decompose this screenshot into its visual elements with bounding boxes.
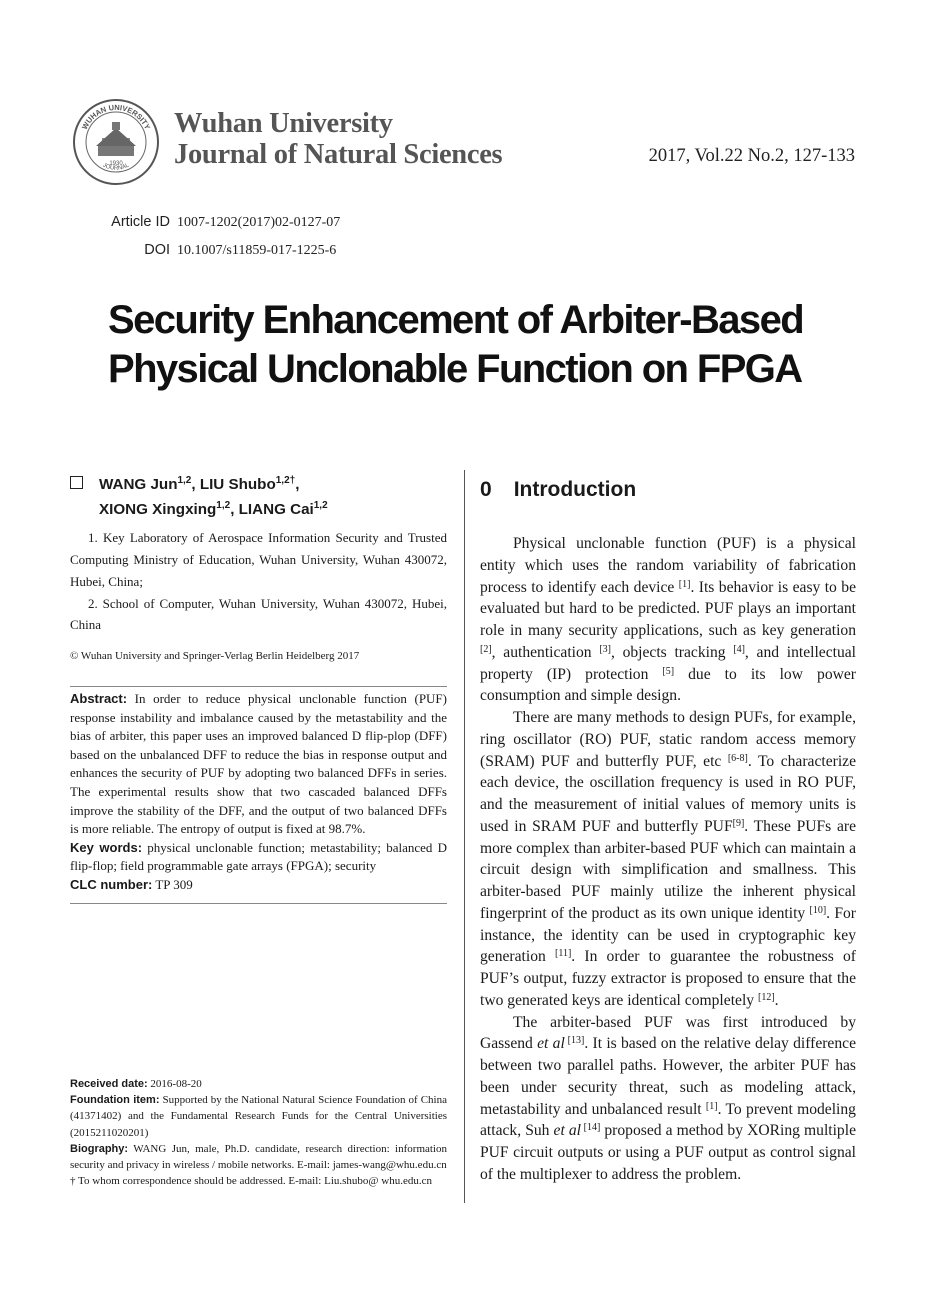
- abstract-label: Abstract:: [70, 691, 128, 707]
- left-column: [70, 470, 447, 904]
- intro-paragraph-1: Physical unclonable function (PUF) is a physical entity which uses the random variability of fabrication process to identify each device [1]. Its behavior is easy to be evaluated but hard to be predicted. PUF plays an important role in many security applications, such as key generation [2], authentication [3], objects tracking [4], and intellectual property (IP) protection [5] due to its low power consumption and simple design.: [480, 535, 857, 705]
- title-line-1: Security Enhancement of Arbiter-Based: [108, 298, 804, 342]
- keywords-label: Key words:: [70, 839, 143, 855]
- copyright: © Wuhan University and Springer-Verlag Berlin Heidelberg 2017: [70, 650, 360, 663]
- right-column: [480, 478, 856, 1186]
- doi-value: 10.1007/s11859-017-1225-6: [177, 243, 337, 258]
- authors-line-2: XIONG Xingxing$^{1,2}$, LIANG Cai$^{1,2}$: [99, 500, 328, 519]
- doi-row: [64, 242, 336, 259]
- affiliation-1: 1. Key Laboratory of Aerospace Information Security and Trusted Computing Ministry of Education, Wuhan University, Wuhan 430072, Hubei, China;: [70, 530, 447, 589]
- keywords-text: physical unclonable function; metastability; balanced D flip-flop; field programmable gate arrays (FPGA); security: [70, 839, 447, 874]
- title-line-2: Physical Unclonable Function on FPGA: [108, 347, 802, 391]
- foundation-item: Foundation item: Supported by the National Natural Science Foundation of China (41371402) and the Fundamental Research Funds for the Central Universities (2015211020201): [70, 1094, 447, 1139]
- clc-label: CLC number:: [70, 877, 153, 893]
- affiliation-2: 2. School of Computer, Wuhan University, Wuhan 430072, Hubei, China: [70, 595, 447, 633]
- seal-year: 1930: [109, 161, 123, 167]
- article-id-label: Article ID: [111, 214, 170, 230]
- divider-rule: [70, 903, 447, 904]
- article-id-value: 1007-1202(2017)02-0127-07: [177, 215, 341, 230]
- intro-paragraph-2: There are many methods to design PUFs, for example, ring oscillator (RO) PUF, static random access memory (SRAM) PUF and butterfly PUF, etc [6-8]. To characterize each device, the oscillation frequency is used in RO PUF, and the measurement of initial values of memory units is used in SRAM PUF and butterfly PUF[9]. These PUFs are more complex than arbiter-based PUF which can maintain a circuit design with simplification and smallness. This arbiter-based PUF mainly utilize the inherent physical fingerprint of the product as its own unique identity [10]. For instance, the identity can be used in cryptographic key generation [11]. In order to guarantee the robustness of PUF’s output, fuzzy extractor is proposed to ensure that the two generated keys are identical completely [12].: [480, 709, 856, 1009]
- biography: Biography: WANG Jun, male, Ph.D. candidate, research direction: information security and privacy in wireless / mobile networks. E-mail: james-wang@whu.edu.cn: [70, 1142, 447, 1172]
- abstract: [70, 690, 447, 895]
- section-title: Introduction: [513, 478, 637, 501]
- intro-paragraph-3: The arbiter-based PUF was first introduced by Gassend et al [13]. It is based on the relative delay difference between two parallel paths. However, the arbiter PUF has been under security threat, such as modeling attack, metastability and unbalanced result [1]. To prevent modeling attack, Suh et al [14] proposed a method by XORing multiple PUF circuit outputs or using a PUF output as control signal of the multiplexer to address the problem.: [480, 1013, 856, 1183]
- article-id-row: [64, 214, 340, 231]
- column-divider: [464, 470, 465, 1203]
- divider-rule: [70, 686, 447, 687]
- university-seal-logo: [72, 98, 160, 186]
- clc-paragraph: [70, 876, 447, 895]
- issue-info: 2017, Vol.22 No.2, 127-133: [648, 146, 855, 166]
- correspondence-note: † To whom correspondence should be addressed. E-mail: Liu.shubo@ whu.edu.cn: [70, 1175, 432, 1188]
- journal-line-1: Wuhan University: [174, 108, 393, 139]
- journal-name: [174, 108, 502, 170]
- abstract-paragraph: [70, 690, 447, 839]
- seal-text-top: WUHAN UNIVERSITY: [79, 102, 153, 131]
- doi-label: DOI: [144, 242, 170, 258]
- journal-line-2: Journal of Natural Sciences: [174, 139, 503, 170]
- clc-text: TP 309: [155, 877, 193, 893]
- paper-title: [108, 296, 868, 394]
- section-heading: [480, 478, 856, 502]
- checkbox-square-icon: [70, 476, 83, 489]
- abstract-text: In order to reduce physical unclonable function (PUF) response instability and imbalance caused by the metastability and the bias of arbiter, this paper uses an improved balanced D flip-plop (DFF) based on the unbalanced DFF to reduce the bias in response output and enhances the security of PUF by adopting two balanced DFFs in series. The experimental results show that two cascaded balanced DFFs improve the stability of the DFF, and the output of two balanced DFFs is more reliable. The entropy of output is fixed at 98.7%.: [70, 691, 447, 837]
- section-number: 0: [480, 478, 492, 501]
- keywords-paragraph: [70, 839, 447, 876]
- introduction-body: [480, 533, 856, 1186]
- seal-text-bottom: JOURNAL: [101, 162, 131, 172]
- footnotes: [70, 1076, 447, 1189]
- authors-line-1: WANG Jun$^{1,2}$, LIU Shubo$^{1,2\dagger}$,: [99, 475, 300, 494]
- received-date: Received date: 2016-08-20: [70, 1078, 202, 1090]
- author-block: [70, 470, 447, 520]
